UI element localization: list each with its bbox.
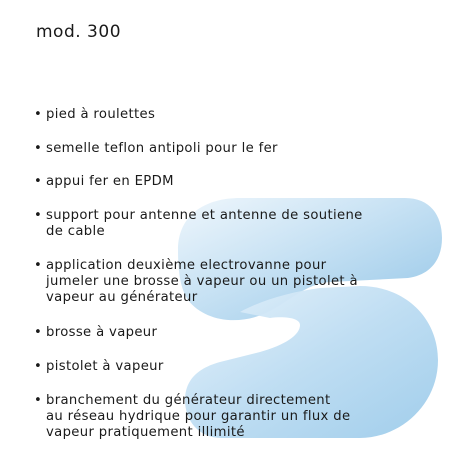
feature-text-continued xyxy=(34,224,434,240)
feature-text: branchement du générateur directement xyxy=(46,393,331,408)
feature-text: support pour antenne et antenne de soutiene xyxy=(46,208,363,223)
list-item xyxy=(34,141,434,157)
list-item xyxy=(34,107,434,123)
list-item xyxy=(34,208,434,240)
feature-text: application deuxième electrovanne pour xyxy=(46,258,327,273)
bullet-icon: • xyxy=(34,107,43,122)
feature-text: semelle teflon antipoli pour le fer xyxy=(46,141,278,156)
feature-text: pistolet à vapeur xyxy=(46,359,164,374)
feature-text: brosse à vapeur xyxy=(46,325,158,340)
feature-text-line: vapeur au générateur xyxy=(46,290,198,305)
feature-text-line: vapeur pratiquement illimité xyxy=(46,425,245,440)
feature-text-line: jumeler une brosse à vapeur ou un pistolet à xyxy=(46,274,358,289)
feature-text-line: au réseau hydrique pour garantir un flux de xyxy=(46,409,351,424)
feature-text: appui fer en EPDM xyxy=(46,174,174,189)
list-item xyxy=(34,325,434,341)
bullet-icon: • xyxy=(34,174,43,189)
list-item xyxy=(34,174,434,190)
bullet-icon: • xyxy=(34,359,43,374)
bullet-icon: • xyxy=(34,393,43,408)
feature-text: pied à roulettes xyxy=(46,107,156,122)
model-title: mod. 300 xyxy=(36,22,122,42)
bullet-icon: • xyxy=(34,141,43,156)
bullet-icon: • xyxy=(34,208,43,223)
list-item xyxy=(34,393,434,441)
feature-text-prefix: de xyxy=(46,224,68,239)
bullet-icon: • xyxy=(34,258,43,273)
bullet-icon: • xyxy=(34,325,43,340)
list-item xyxy=(34,359,434,375)
feature-text-line: cable xyxy=(67,224,105,239)
list-item xyxy=(34,258,434,306)
